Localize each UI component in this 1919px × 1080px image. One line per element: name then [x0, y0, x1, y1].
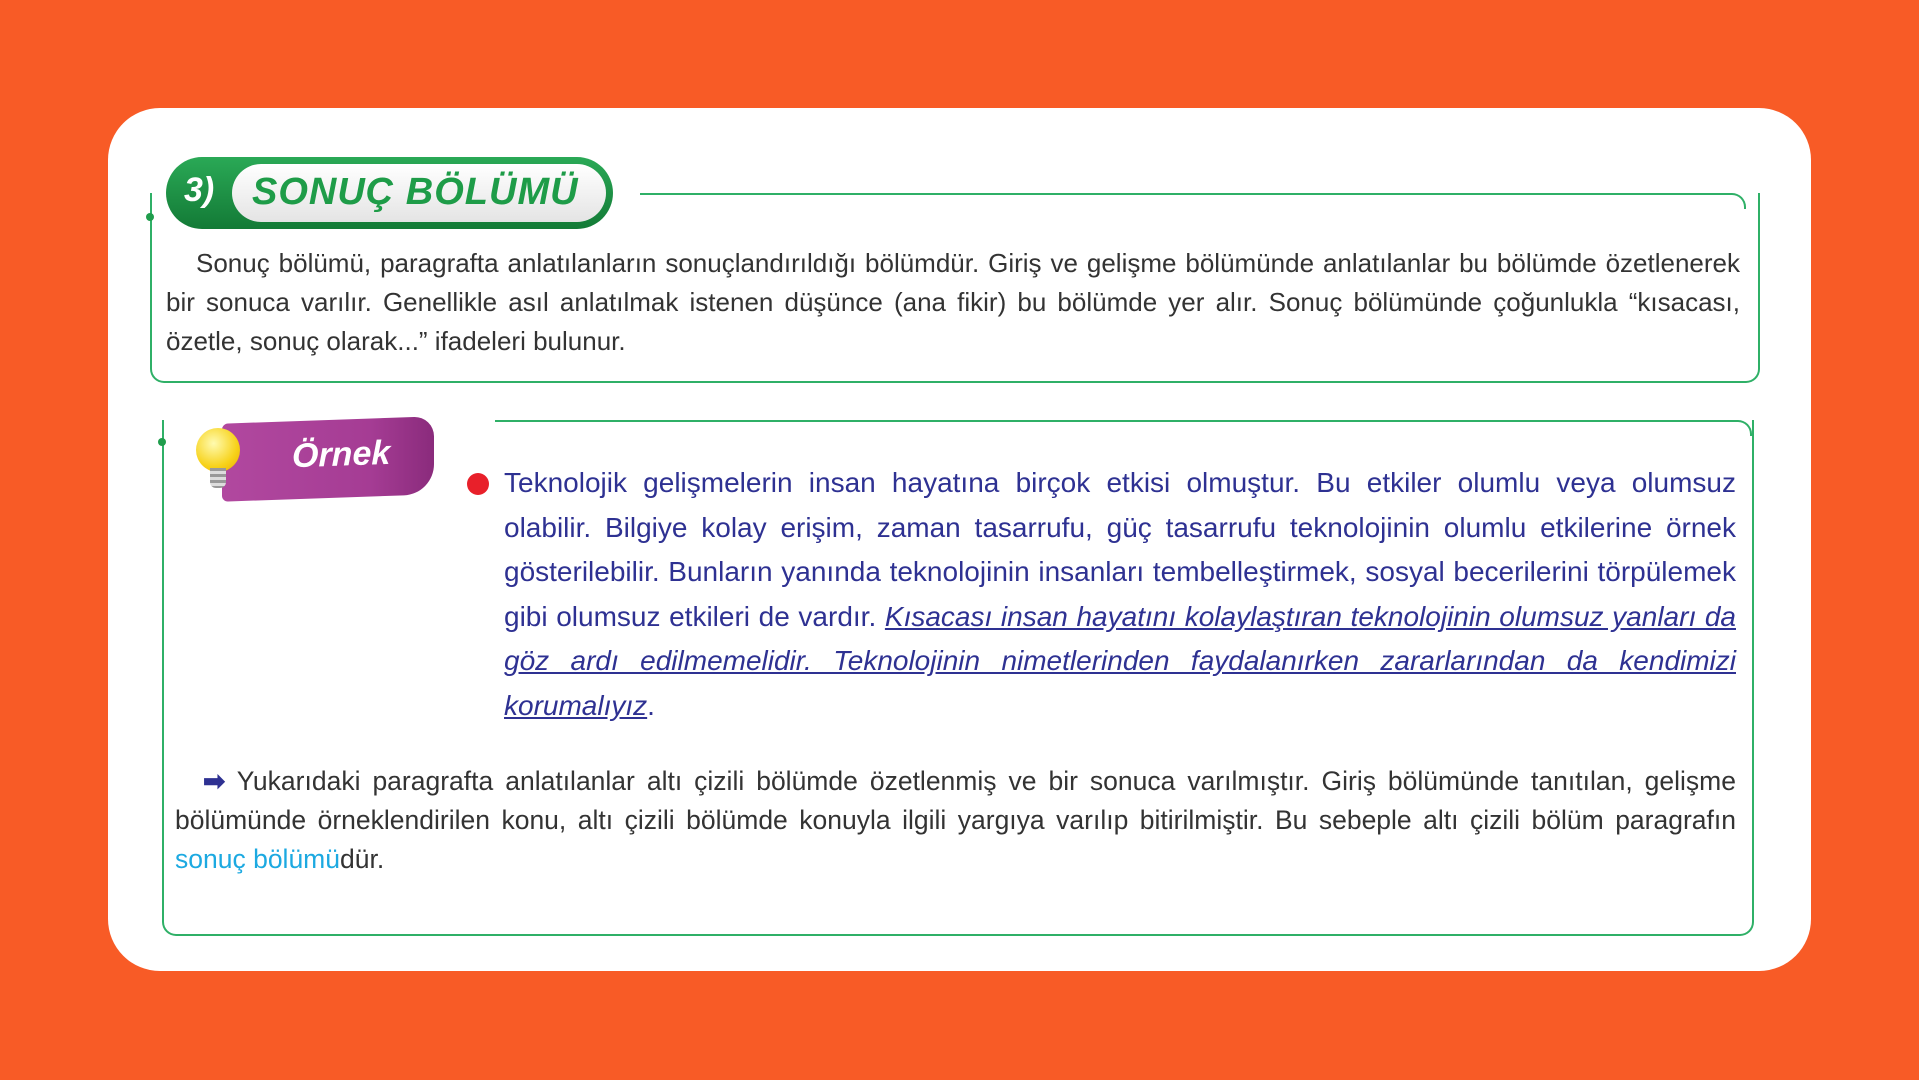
section-title: SONUÇ BÖLÜMÜ	[252, 171, 579, 213]
highlight-term: sonuç bölümü	[175, 844, 340, 874]
section-header	[166, 157, 613, 229]
bullet-dot	[146, 213, 154, 221]
underlined-conclusion: Kısacası insan hayatını kolaylaştıran teknolojinin olumsuz yanları da göz ardı edilmemelidir. Teknolojinin nimetlerinden faydalanırken zararlarından da kendimizi korumalıyız	[504, 600, 1736, 721]
definition-paragraph: Sonuç bölümü, paragrafta anlatılanların sonuçlandırıldığı bölümdür. Giriş ve gelişme bölümünde anlatılanlar bu bölümde özetlenerek bir sonuca varılır. Genellikle asıl anlatılmak istenen düşünce (ana fikir) bu bölümde yer alır. Sonuç bölümünde çoğunlukla “kısacası, özetle, sonuç olarak...” ifadeleri bulunur.	[166, 248, 1740, 356]
red-bullet-icon	[467, 473, 489, 495]
bullet-dot	[158, 438, 166, 446]
section-number: 3)	[184, 171, 215, 209]
explanation-paragraph: ➡ Yukarıdaki paragrafta anlatılanlar altı çizili bölümde özetlenmiş ve bir sonuca varılmıştır. Giriş bölümünde tanıtılan, gelişme bölümünde örneklendirilen konu, altı çizili bölümde konuyla ilgili yargıya varılıp bitirilmiştir. Bu sebeple altı çizili bölüm paragrafın sonuç bölümüdür.	[175, 766, 1736, 874]
example-box-top-line	[495, 420, 1752, 436]
example-ribbon	[222, 416, 434, 501]
lightbulb-base-icon	[210, 468, 226, 488]
arrow-right-icon: ➡	[203, 766, 226, 796]
example-paragraph: Teknolojik gelişmelerin insan hayatına birçok etkisi olmuştur. Bu etkiler olumlu veya olumsuz olabilir. Bilgiye kolay erişim, zaman tasarrufu, güç tasarrufu teknolojinin olumlu etkilerine örnek gösterilebilir. Bunların yanında teknolojinin insanları tembelleştirmek, sosyal becerilerini törpülemek gibi olumsuz etkileri de vardır. Kısacası insan hayatını kolaylaştıran teknolojinin olumsuz yanları da göz ardı edilmemelidir. Teknolojinin nimetlerinden faydalanırken zararlarından da kendimizi korumalıyız.	[504, 467, 1736, 721]
definition-box-top-line	[640, 193, 1746, 209]
lightbulb-icon	[196, 428, 240, 472]
example-label: Örnek	[292, 433, 391, 476]
